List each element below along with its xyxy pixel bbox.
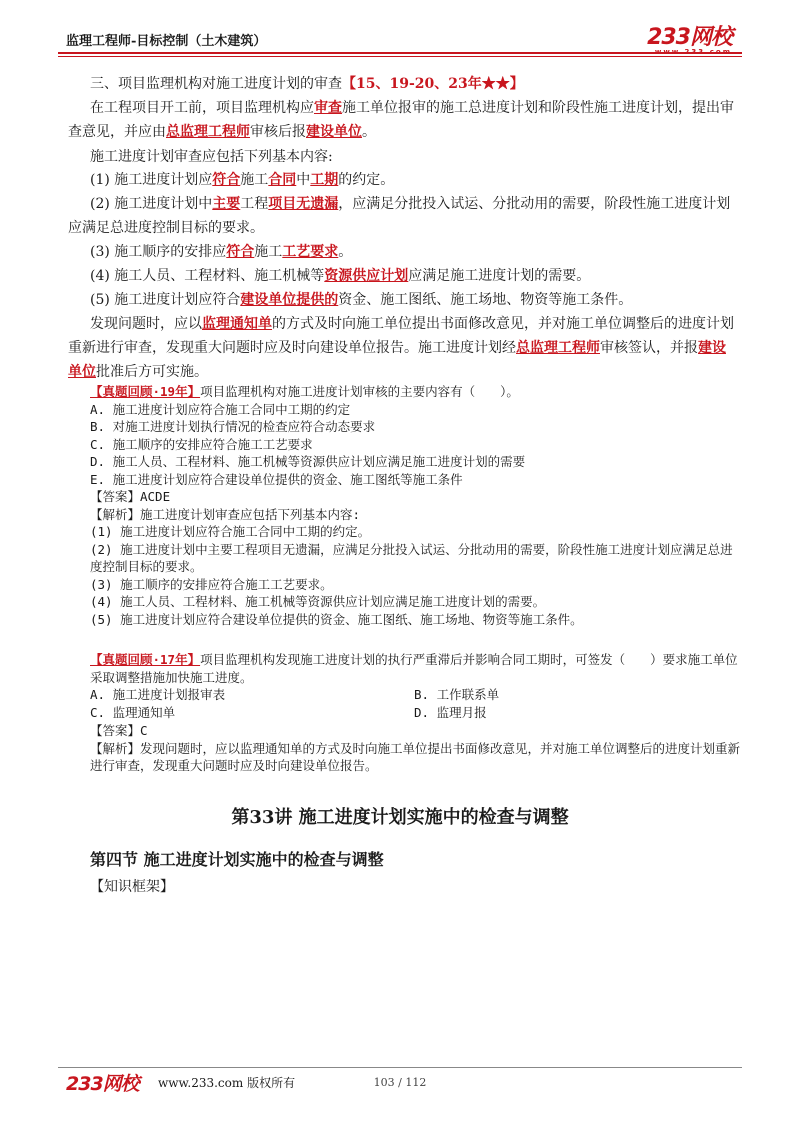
analysis-item: (4) 施工人员、工程材料、施工机械等资源供应计划应满足施工进度计划的需要。 <box>90 594 546 609</box>
header-rule <box>58 52 742 54</box>
document-header-title: 监理工程师-目标控制（土木建筑） <box>66 34 267 49</box>
section-title: 第四节 施工进度计划实施中的检查与调整 <box>90 850 384 869</box>
analysis-item: (5) 施工进度计划应符合建设单位提供的资金、施工图纸、施工场地、物资等施工条件。 <box>90 611 583 627</box>
brand-logo-subtext: www.233.com <box>654 48 732 56</box>
analysis: 【解析】发现问题时，应以监理通知单的方式及时向施工单位提出书面修改意见，并对施工单位调整后的进度计划重新进行审查，发现重大问题时应及时向建设单位报告。 <box>90 740 741 773</box>
option-e: E. 施工进度计划应符合建设单位提供的资金、施工图纸等施工条件 <box>90 471 463 487</box>
analysis-item: (1) 施工进度计划应符合施工合同中工期的约定。 <box>90 524 371 539</box>
paragraph-content-intro: 施工进度计划审查应包括下列基本内容: <box>90 149 333 165</box>
question-tag: 【真题回顾·19年】 <box>90 384 201 399</box>
option-c: C. 施工顺序的安排应符合施工工艺要求 <box>90 436 313 452</box>
knowledge-frame-label: 【知识框架】 <box>90 879 174 895</box>
option-b: B. 工作联系单 <box>414 687 500 702</box>
exam-question-19 <box>90 383 740 628</box>
option-a: A. 施工进度计划报审表 <box>90 687 226 702</box>
analysis-item: (3) 施工顺序的安排应符合施工工艺要求。 <box>90 576 333 592</box>
brand-logo-text: 233网校 <box>647 25 732 50</box>
lecture-title: 第33讲 施工进度计划实施中的检查与调整 <box>231 807 569 828</box>
exam-question-17-answer <box>90 722 740 775</box>
option-d: D. 施工人员、工程材料、施工机械等资源供应计划应满足施工进度计划的需要 <box>90 454 526 469</box>
brand-logo <box>647 20 732 56</box>
paragraph-problem-handling: 发现问题时，应以监理通知单的方式及时向施工单位提出书面修改意见，并对施工单位调整后的进度计划重新进行审查，发现重大问题时应及时向建设单位报告。施工进度计划经总监理工程师审核签认，并报建设单位批准后方可实施。 <box>68 316 734 380</box>
content-item-1: (1) 施工进度计划应符合施工合同中工期的约定。 <box>90 172 395 188</box>
answer: 【答案】C <box>90 723 148 738</box>
content-item-3: (3) 施工顺序的安排应符合施工工艺要求。 <box>90 244 353 260</box>
question-tag: 【真题回顾·17年】 <box>90 652 201 667</box>
analysis-item: (2) 施工进度计划中主要工程项目无遗漏，应满足分批投入试运、分批动用的需要，阶段性施工进度计划应满足总进度控制目标的要求。 <box>90 541 733 574</box>
section-heading: 三、项目监理机构对施工进度计划的审查【15、19-20、23年★★】 <box>90 76 524 92</box>
option-d: D. 监理月报 <box>414 705 487 720</box>
option-c: C. 监理通知单 <box>90 705 176 720</box>
question-stem: 【真题回顾·17年】项目监理机构发现施工进度计划的执行严重滞后并影响合同工期时，可签发（ ）要求施工单位采取调整措施加快施工进度。 <box>90 652 738 685</box>
paragraph-intro: 在工程项目开工前，项目监理机构应审查施工单位报审的施工总进度计划和阶段性施工进度计划，提出审查意见，并应由总监理工程师审核后报建设单位。 <box>68 100 734 140</box>
header-rule-thin <box>58 56 742 57</box>
option-b: B. 对施工进度计划执行情况的检查应符合动态要求 <box>90 419 376 434</box>
question-stem: 【真题回顾·19年】项目监理机构对施工进度计划审核的主要内容有（ ）。 <box>90 384 519 399</box>
content-item-4: (4) 施工人员、工程材料、施工机械等资源供应计划应满足施工进度计划的需要。 <box>90 268 591 284</box>
content-item-5: (5) 施工进度计划应符合建设单位提供的资金、施工图纸、施工场地、物资等施工条件。 <box>90 292 633 308</box>
content-item-2: (2) 施工进度计划中主要工程项目无遗漏，应满足分批投入试运、分批动用的需要，阶段性施工进度计划应满足总进度控制目标的要求。 <box>68 196 731 236</box>
footer-logo: 233网校 <box>66 1073 139 1095</box>
frequency-tag: 【15、19-20、23年★★】 <box>342 76 524 92</box>
answer: 【答案】ACDE <box>90 489 171 504</box>
footer-rule <box>58 1067 742 1068</box>
exam-question-17-stem <box>90 651 740 686</box>
footer-copyright: www.233.com 版权所有 <box>158 1076 296 1090</box>
analysis-intro: 【解析】施工进度计划审查应包括下列基本内容: <box>90 506 361 522</box>
option-a: A. 施工进度计划应符合施工合同中工期的约定 <box>90 401 351 417</box>
page-number: 103 / 112 <box>373 1076 427 1089</box>
